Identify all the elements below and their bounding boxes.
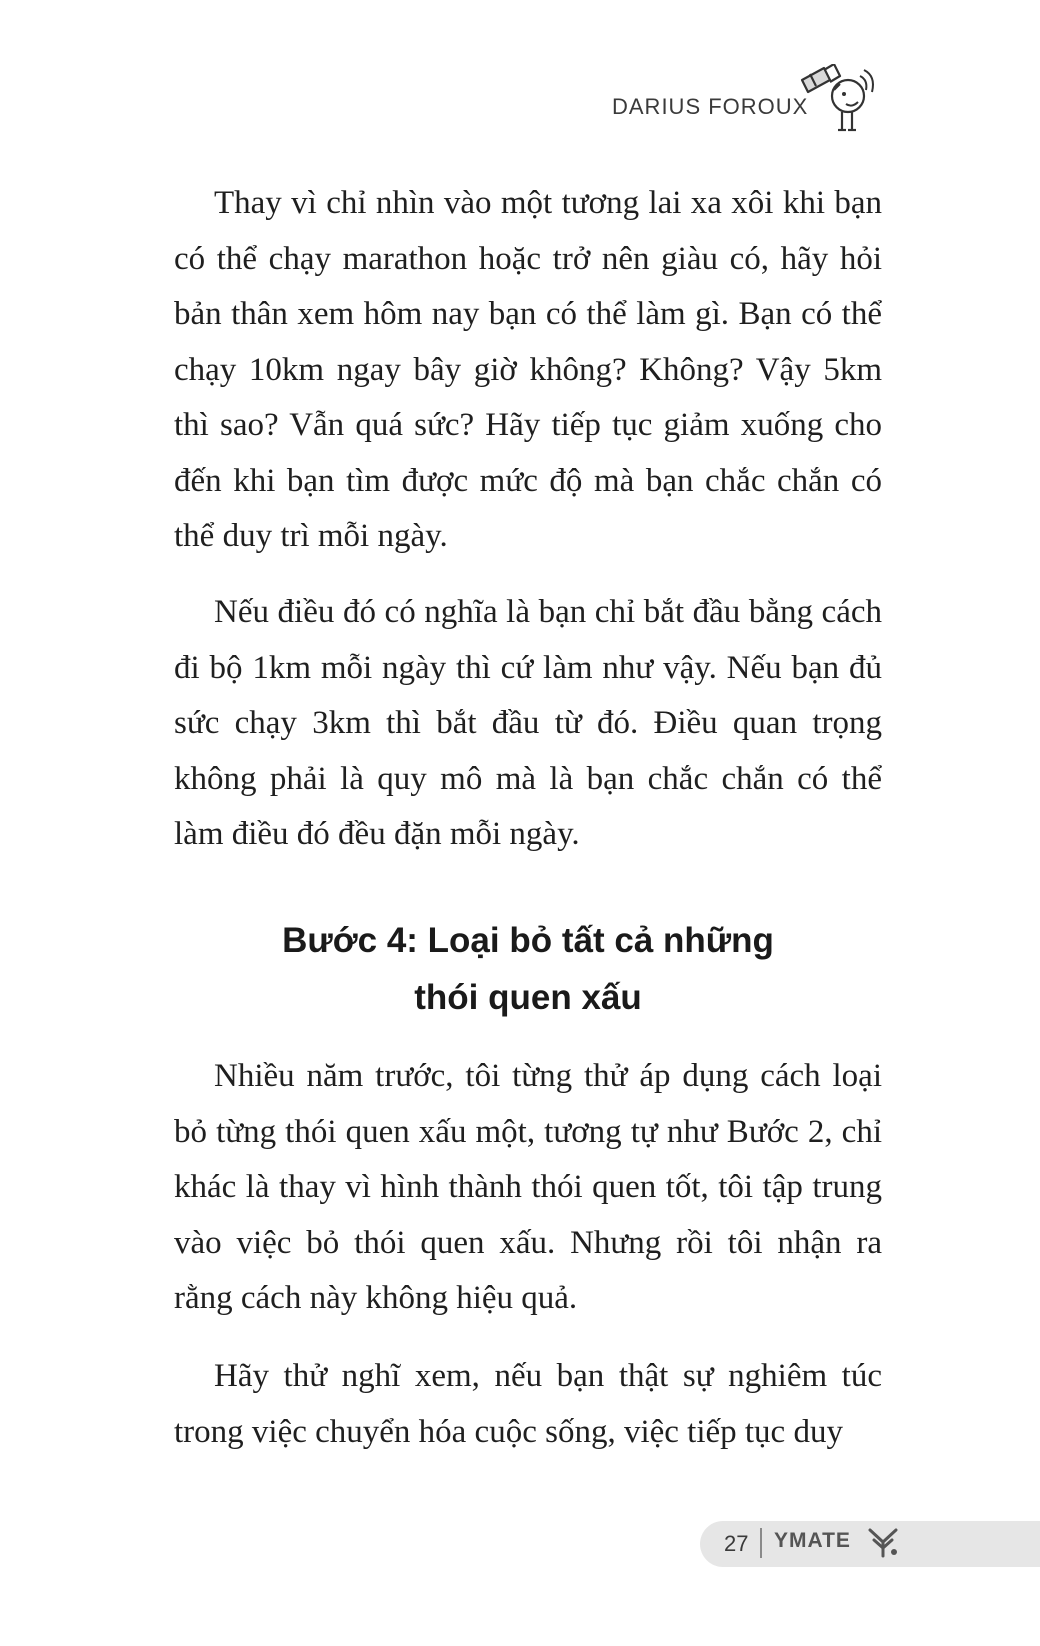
brand-name: YMATE (774, 1529, 851, 1552)
header-author: DARIUS FOROUX (612, 94, 809, 119)
page-number: 27 (724, 1531, 749, 1556)
heading-line-1: Bước 4: Loại bỏ tất cả những (282, 921, 774, 960)
footer-divider (760, 1528, 762, 1558)
section-heading (174, 912, 882, 1026)
paragraph-1: Thay vì chỉ nhìn vào một tương lai xa xôi khi bạn có thể chạy marathon hoặc trở nên giàu có, hãy hỏi bản thân xem hôm nay bạn có thể làm gì. Bạn có thể chạy 10km ngay bây giờ không? Không? Vậy 5km thì sao? Vẫn quá sức? Hãy tiếp tục giảm xuống cho đến khi bạn tìm được mức độ mà bạn chắc chắn có thể duy trì mỗi ngày. (174, 185, 882, 554)
telescope-character-icon (800, 64, 884, 144)
paragraph-4: Hãy thử nghĩ xem, nếu bạn thật sự nghiêm túc trong việc chuyển hóa cuộc sống, việc tiếp tục duy (174, 1358, 882, 1450)
heading-line-2: thói quen xấu (414, 978, 642, 1017)
paragraph-2: Nếu điều đó có nghĩa là bạn chỉ bắt đầu bằng cách đi bộ 1km mỗi ngày thì cứ làm như vậy. Nếu bạn đủ sức chạy 3km thì bắt đầu từ đó. Điều quan trọng không phải là quy mô mà là bạn chắc chắn có thể làm điều đó đều đặn mỗi ngày. (174, 594, 882, 852)
ymate-logo-icon (866, 1526, 900, 1558)
paragraph-3: Nhiều năm trước, tôi từng thử áp dụng cách loại bỏ từng thói quen xấu một, tương tự như Bước 2, chỉ khác là thay vì hình thành thói quen tốt, tôi tập trung vào việc bỏ thói quen xấu. Nhưng rồi tôi nhận ra rằng cách này không hiệu quả. (174, 1058, 882, 1316)
